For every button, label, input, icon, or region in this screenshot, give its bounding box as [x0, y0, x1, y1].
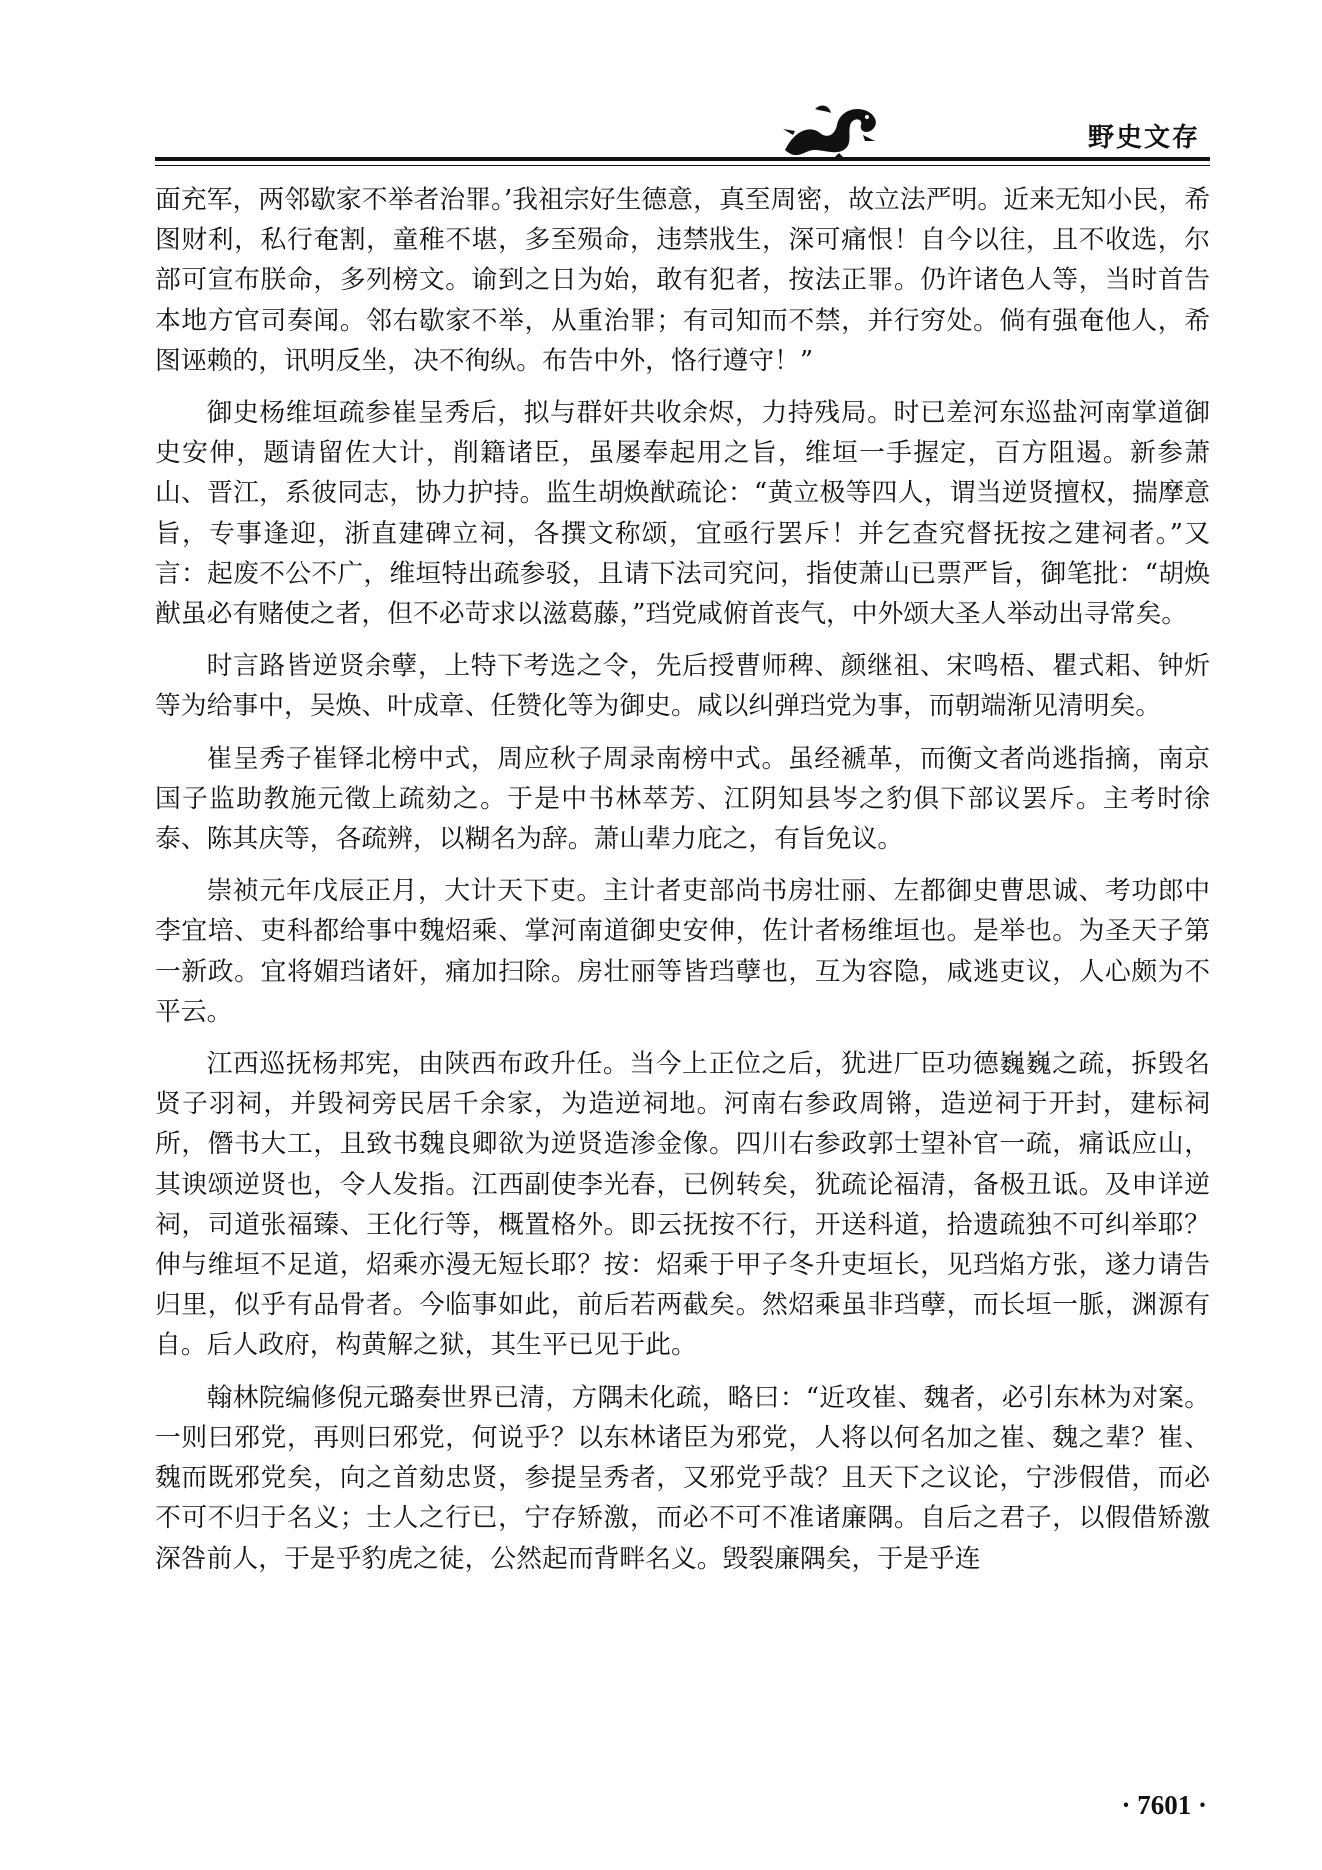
paragraph: 面充军，两邻歇家不举者治罪。’我祖宗好生德意，真至周密，故立法严明。近来无知小民，希图财利，私行奄割，童稚不堪，多至殒命，违禁戕生，深可痛恨！自今以往，且不收选，尔部可宣布朕命，多列榜文。谕到之日为始，敢有犯者，按法正罪。仍许诸色人等，当时首告本地方官司奏闻。邻右歇家不举，从重治罪；有司知而不禁，并行穷处。倘有强奄他人，希图诬赖的，讯明反坐，决不徇纵。布告中外，恪行遵守！”	[155, 185, 1210, 376]
section-title: 野史文存	[1087, 123, 1200, 153]
dragon-emblem-icon	[775, 95, 885, 165]
header-rule-thin	[155, 165, 1210, 166]
paragraph: 崇祯元年戊辰正月，大计天下吏。主计者吏部尚书房壮丽、左都御史曹思诚、考功郎中李宜培、吏科都给事中魏炤乘、掌河南道御史安伸，佐计者杨维垣也。是举也。为圣天子第一新政。宜将媚珰诸奸，痛加扫除。房壮丽等皆珰孽也，互为容隐，咸逃吏议，人心颇为不平云。	[155, 876, 1210, 1027]
paragraph: 崔呈秀子崔铎北榜中式，周应秋子周录南榜中式。虽经褫革，而衡文者尚逃指摘，南京国子监助教施元徵上疏劾之。于是中书林萃芳、江阴知县岑之豹俱下部议罢斥。主考时徐泰、陈其庆等，各疏辨，以糊名为辞。萧山辈力庇之，有旨免议。	[155, 743, 1210, 855]
body-text	[155, 180, 1210, 1591]
paragraph: 时言路皆逆贤余孽，上特下考选之令，先后授曹师稗、颜继祖、宋鸣梧、瞿式耜、钟炘等为给事中，吴焕、叶成章、任赞化等为御史。咸以纠弹珰党为事，而朝端渐见清明矣。	[155, 651, 1210, 722]
paragraph: 御史杨维垣疏参崔呈秀后，拟与群奸共收余烬，力持残局。时已差河东巡盐河南掌道御史安伸，题请留佐大计，削籍诸臣，虽屡奉起用之旨，维垣一手握定，百方阻遏。新参萧山、晋江，系彼同志，协力护持。监生胡焕猷疏论：“黄立极等四人，谓当逆贤擅权，揣摩意旨，专事逢迎，浙直建碑立祠，各撰文称颂，宜亟行罢斥！并乞查究督抚按之建祠者。”又言：起废不公不广，维垣特出疏参驳，且请下法司究问，指使萧山已票严旨，御笔批：“胡焕猷虽必有赌使之者，但不必苛求以滋葛藤，”珰党咸俯首丧气，中外颂大圣人举动出寻常矣。	[155, 398, 1210, 630]
paragraph: 江西巡抚杨邦宪，由陕西布政升任。当今上正位之后，犹进厂臣功德巍巍之疏，拆毁名贤子羽祠，并毁祠旁民居千余家，为造逆祠地。河南右参政周锵，造逆祠于开封，建标祠所，僭书大工，且致书魏良卿欲为逆贤造渗金像。四川右参政郭士望补官一疏，痛诋应山，其谀颂逆贤也，令人发指。江西副使李光春，已例转矣，犹疏论福清，备极丑诋。及申详逆祠，司道张福臻、王化行等，概置格外。即云抚按不行，开送科道，拾遗疏独不可纠举耶？伸与维垣不足道，炤乘亦漫无短长耶？按：炤乘于甲子冬升吏垣长，见珰焰方张，遂力请告归里，似乎有品骨者。今临事如此，前后若两截矣。然炤乘虽非珰孽，而长垣一脈，渊源有自。后人政府，构黄解之狱，其生平已见于此。	[155, 1049, 1210, 1361]
header-rule-thick	[155, 157, 1210, 161]
page-number: · 7601 ·	[1121, 1790, 1207, 1820]
paragraph: 翰林院编修倪元璐奏世界已清，方隅未化疏，略曰：“近攻崔、魏者，必引东林为对案。一则曰邪党，再则曰邪党，何说乎？以东林诸臣为邪党，人将以何名加之崔、魏之辈？崔、魏而既邪党矣，向之首劾忠贤，参提呈秀者，又邪党乎哉？且天下之议论，宁涉假借，而必不可不归于名义；士人之行已，宁存矫激，而必不可不准诸廉隅。自后之君子，以假借矫激深咎前人，于是乎豹虎之徒，公然起而背畔名义。毁裂廉隅矣，于是乎连	[155, 1382, 1210, 1574]
running-header	[155, 95, 1210, 175]
